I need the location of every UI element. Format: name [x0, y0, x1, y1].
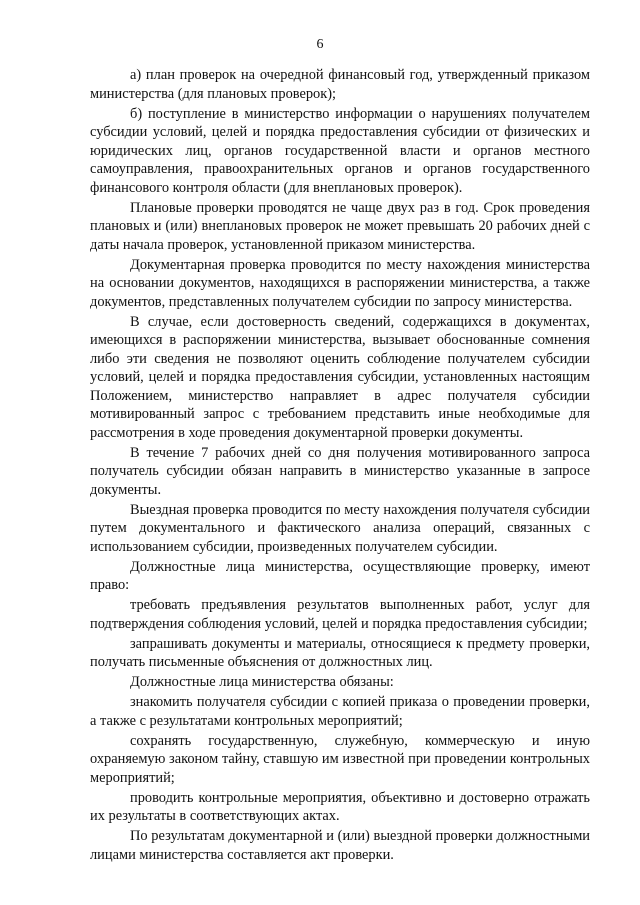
- paragraph-right-require-results: требовать предъявления результатов выполненных работ, услуг для подтверждения соблюдения условий, целей и порядка предоставления субсидии;: [90, 597, 590, 632]
- paragraph-duty-conduct: проводить контрольные мероприятия, объективно и достоверно отражать их результаты в соответствующих актах.: [90, 789, 590, 824]
- paragraph-reasoned-request: В случае, если достоверность сведений, содержащихся в документах, имеющихся в распоряжении министерства, вызывает обоснованные сомнения либо эти сведения не позволяют оценить соблюдение получателем субсидии условий, целей и порядка предоставления субсидии, установленных настоящим Положением, министерство направляет в адрес получателя субсидии мотивированный запрос с требованием представить иные необходимые для рассмотрения в ходе проведения документарной проверки документы.: [90, 313, 590, 441]
- paragraph-documentary-check: Документарная проверка проводится по месту нахождения министерства на основании документов, находящихся в распоряжении министерства, а также документов, представленных получателем субсидии по запросу министерства.: [90, 256, 590, 310]
- paragraph-officials-rights: Должностные лица министерства, осуществляющие проверку, имеют право:: [90, 558, 590, 593]
- paragraph-officials-duties: Должностные лица министерства обязаны:: [130, 674, 394, 690]
- paragraph-right-request-documents: запрашивать документы и материалы, относящиеся к предмету проверки, получать письменные объяснения от должностных лиц.: [90, 635, 590, 670]
- page-number: 6: [316, 37, 324, 52]
- paragraph-item-a: а) план проверок на очередной финансовый год, утвержденный приказом министерства (для плановых проверок);: [90, 67, 590, 102]
- paragraph-item-b: б) поступление в министерство информации о нарушениях получателем субсидии условий, целей и порядка предоставления субсидии от физических и юридических лиц, органов государственной власти и органов местного самоуправления, правоохранительных органов и органов государственного финансового контроля области (для внеплановых проверок).: [90, 105, 590, 196]
- paragraph-duty-confidentiality: сохранять государственную, служебную, коммерческую и иную охраняемую законом тайну, ставшую им известной при проведении контрольных мероприятий;: [90, 732, 590, 786]
- paragraph-response-deadline: В течение 7 рабочих дней со дня получения мотивированного запроса получатель субсидии обязан направить в министерство указанные в запросе документы.: [90, 444, 590, 498]
- paragraph-planned-checks: Плановые проверки проводятся не чаще двух раз в год. Срок проведения плановых и (или) внеплановых проверок не может превышать 20 рабочих дней с даты начала проверок, установленной приказом министерства.: [90, 199, 590, 253]
- paragraph-duty-inform: знакомить получателя субсидии с копией приказа о проведении проверки, а также с результатами контрольных мероприятий;: [90, 694, 590, 729]
- document-body: [90, 66, 590, 866]
- paragraph-inspection-act: По результатам документарной и (или) выездной проверки должностными лицами министерства составляется акт проверки.: [90, 828, 590, 863]
- paragraph-onsite-check: Выездная проверка проводится по месту нахождения получателя субсидии путем документального и фактического анализа операций, связанных с использованием субсидии, произведенных получателем субсидии.: [90, 501, 590, 555]
